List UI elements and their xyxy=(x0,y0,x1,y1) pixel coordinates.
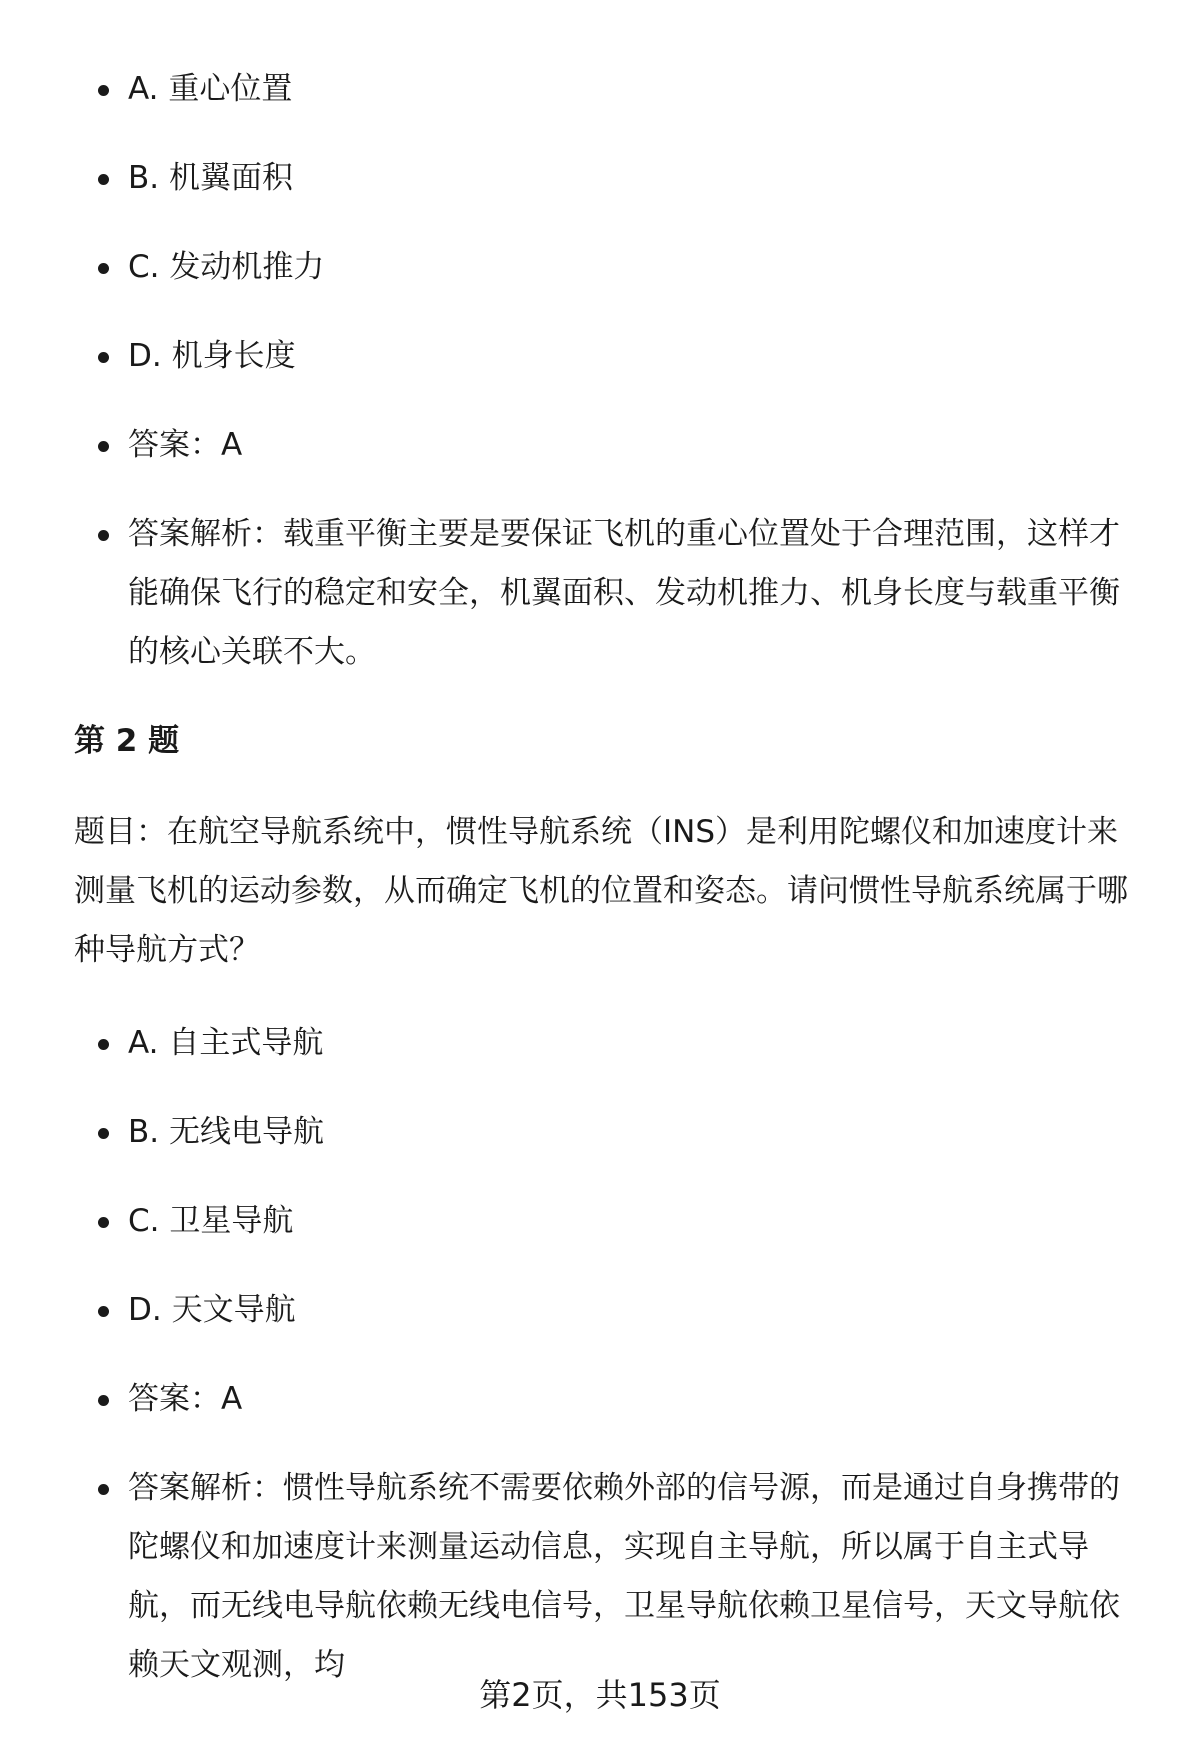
q1-option-a: A. 重心位置 xyxy=(74,60,1144,119)
q2-answer: 答案：A xyxy=(74,1370,1144,1429)
question-2-stem: 题目：在航空导航系统中，惯性导航系统（INS）是利用陀螺仪和加速度计来测量飞机的运动参数，从而确定飞机的位置和姿态。请问惯性导航系统属于哪种导航方式？ xyxy=(74,814,1128,968)
page-indicator: 第2页，共153页 xyxy=(479,1676,721,1714)
q1-option-b: B. 机翼面积 xyxy=(74,149,1144,208)
question-2-list xyxy=(74,1014,1144,1695)
q2-explanation: 答案解析：惯性导航系统不需要依赖外部的信号源，而是通过自身携带的陀螺仪和加速度计来测量运动信息，实现自主导航，所以属于自主式导航，而无线电导航依赖无线电信号，卫星导航依赖卫星信号，天文导航依赖天文观测，均 xyxy=(74,1459,1144,1695)
q2-option-d: D. 天文导航 xyxy=(74,1281,1144,1340)
q2-option-c: C. 卫星导航 xyxy=(74,1192,1144,1251)
q1-explanation: 答案解析：载重平衡主要是要保证飞机的重心位置处于合理范围，这样才能确保飞行的稳定和安全，机翼面积、发动机推力、机身长度与载重平衡的核心关联不大。 xyxy=(74,505,1144,682)
q1-answer: 答案：A xyxy=(74,416,1144,475)
question-1-list xyxy=(74,60,1144,682)
q1-option-d: D. 机身长度 xyxy=(74,327,1144,386)
q2-option-b: B. 无线电导航 xyxy=(74,1103,1144,1162)
q2-option-a: A. 自主式导航 xyxy=(74,1014,1144,1073)
page-content xyxy=(74,60,1144,1725)
question-2-heading: 第 2 题 xyxy=(74,723,180,759)
q1-option-c: C. 发动机推力 xyxy=(74,238,1144,297)
